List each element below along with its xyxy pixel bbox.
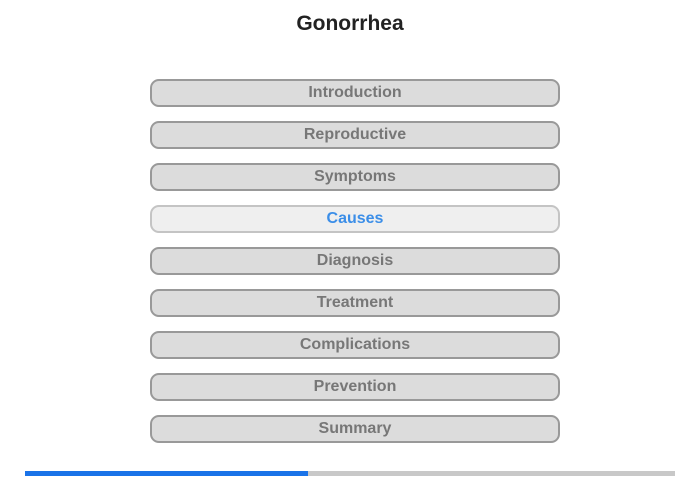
- menu-item-treatment[interactable]: Treatment: [150, 289, 560, 317]
- menu-item-introduction[interactable]: Introduction: [150, 79, 560, 107]
- progress-bar-fill: [25, 471, 308, 476]
- section-menu: [150, 79, 560, 457]
- menu-item-symptoms[interactable]: Symptoms: [150, 163, 560, 191]
- menu-item-diagnosis[interactable]: Diagnosis: [150, 247, 560, 275]
- menu-item-causes[interactable]: Causes: [150, 205, 560, 233]
- progress-bar: [25, 471, 675, 476]
- page-title: Gonorrhea: [296, 12, 404, 35]
- menu-item-summary[interactable]: Summary: [150, 415, 560, 443]
- menu-item-reproductive[interactable]: Reproductive: [150, 121, 560, 149]
- menu-item-prevention[interactable]: Prevention: [150, 373, 560, 401]
- menu-item-complications[interactable]: Complications: [150, 331, 560, 359]
